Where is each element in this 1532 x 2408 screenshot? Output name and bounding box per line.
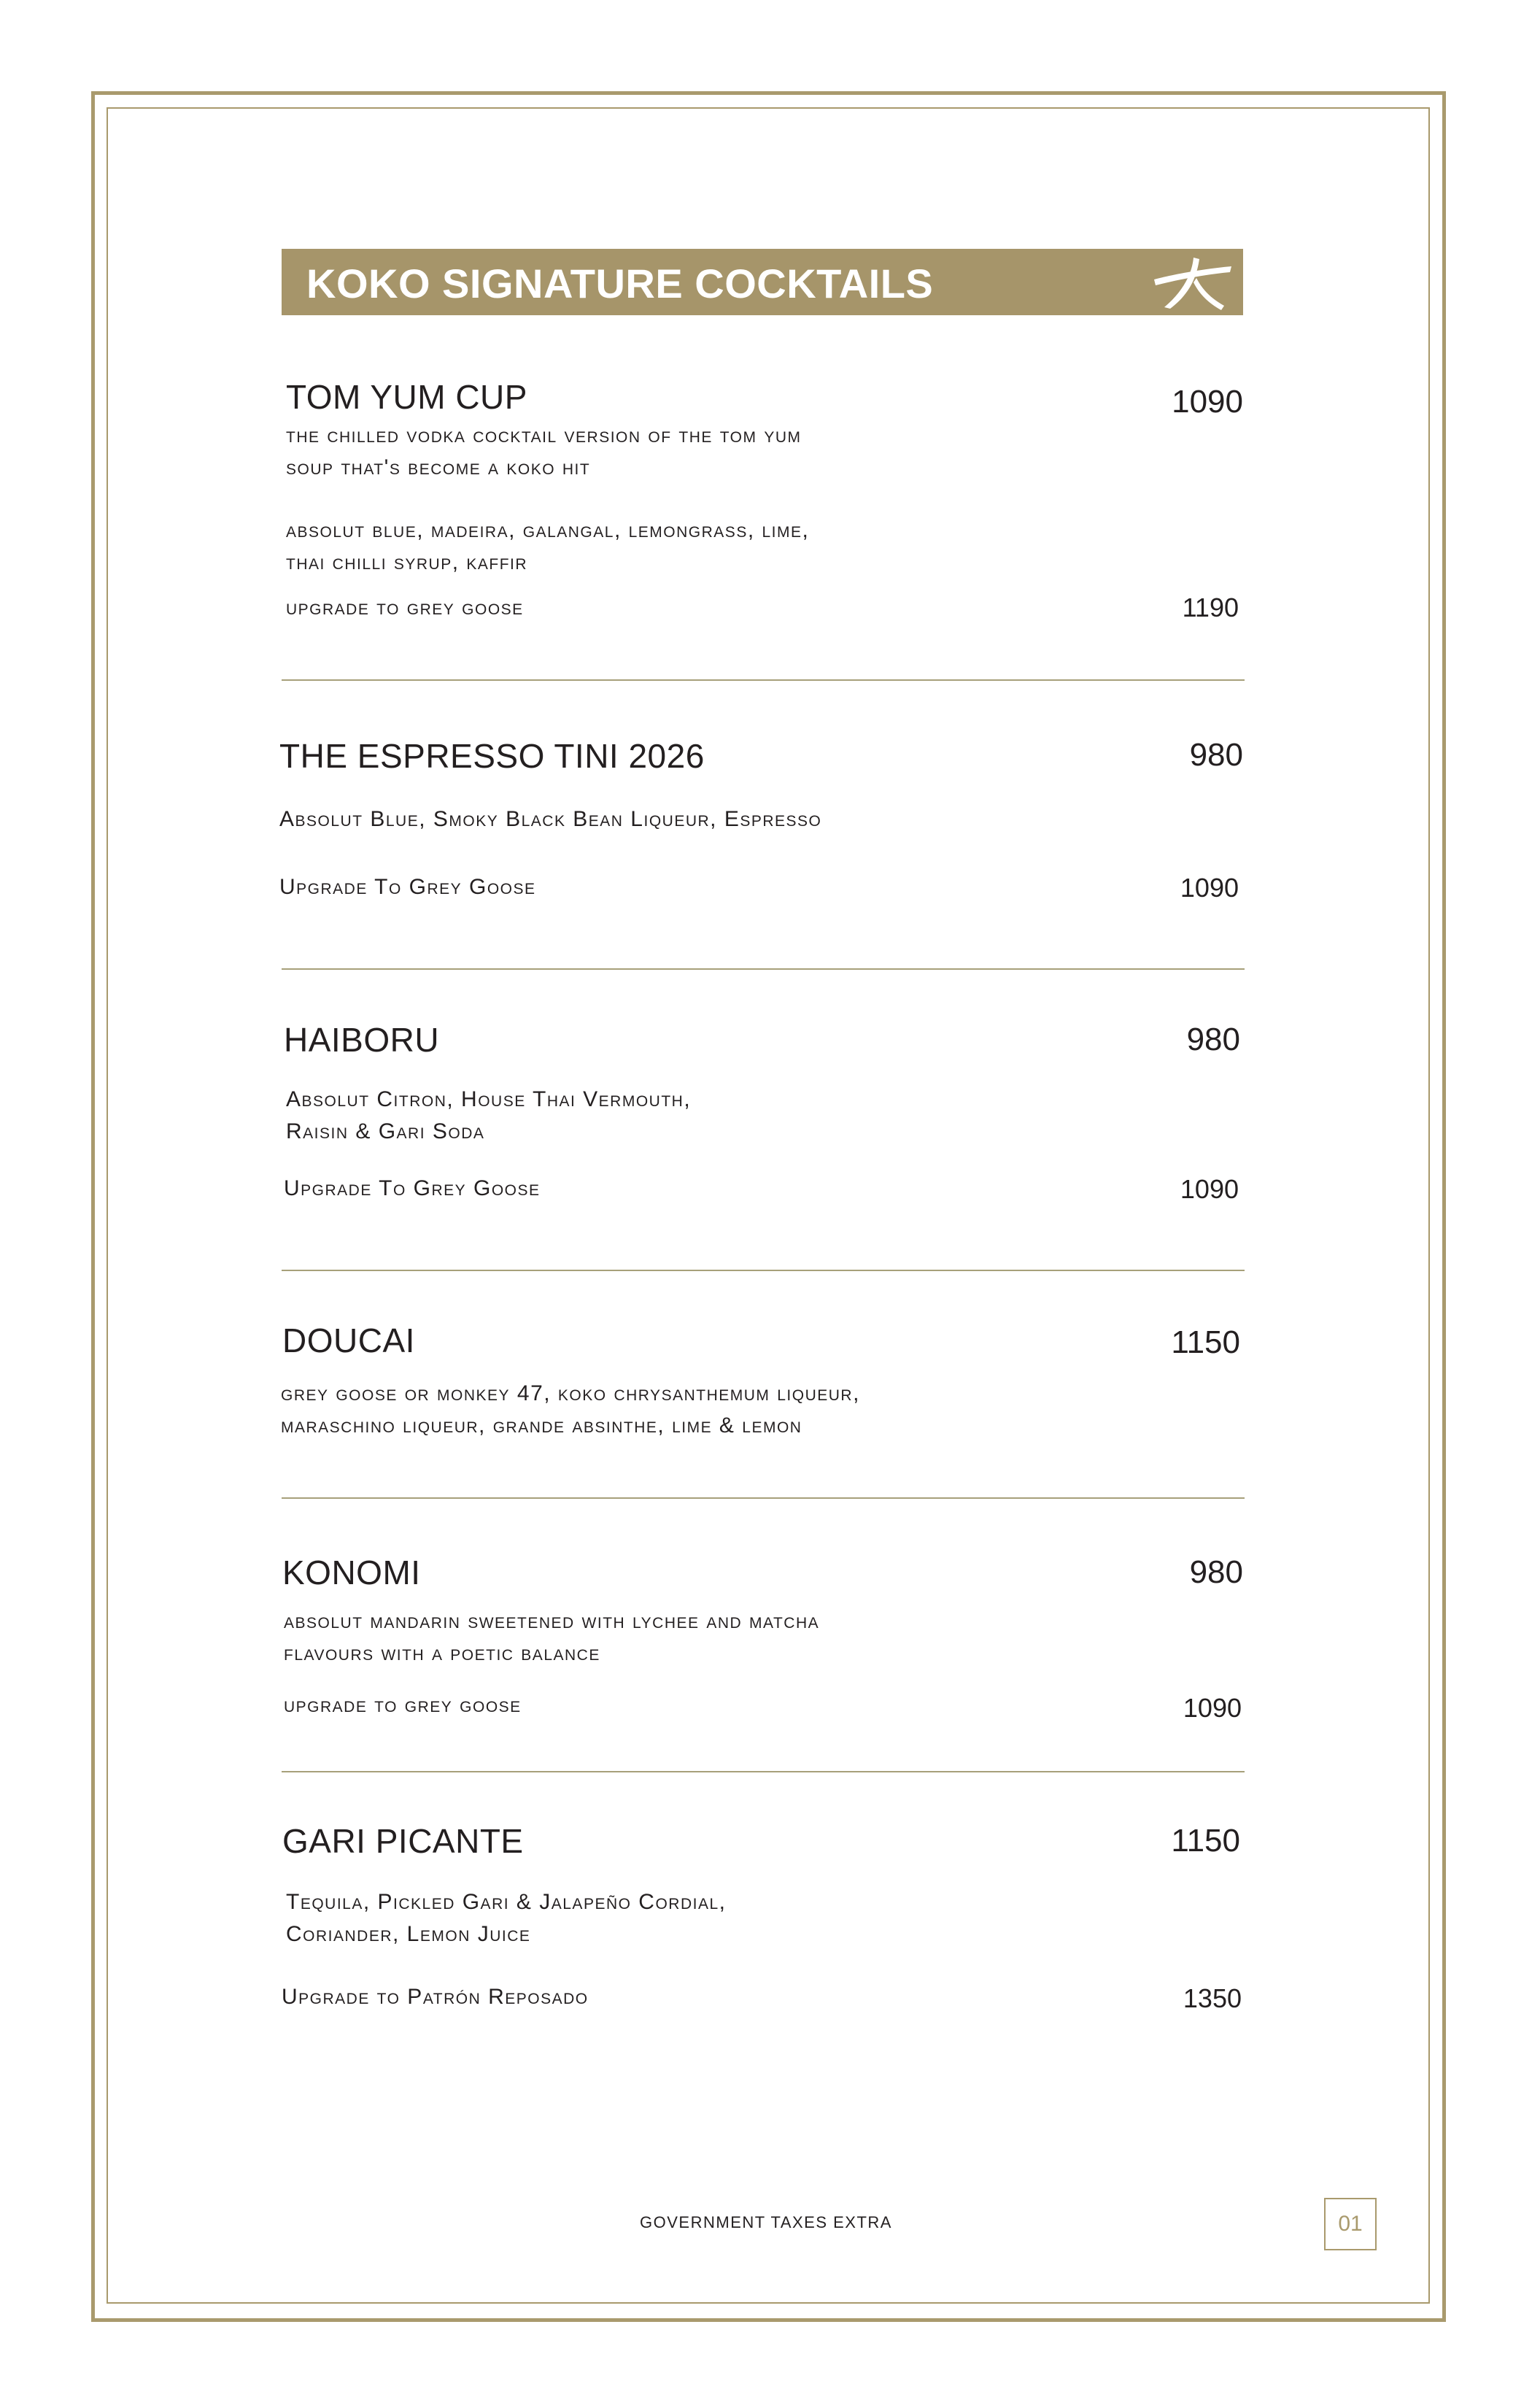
description-line: absolut mandarin sweetened with lychee and matcha: [284, 1609, 820, 1633]
item-ingredients: [281, 1378, 860, 1442]
divider: [282, 1497, 1245, 1499]
upgrade-price: 1190: [1182, 593, 1239, 622]
ingredients-line: Coriander, Lemon Juice: [286, 1922, 531, 1946]
item-name: HAIBORU: [284, 1021, 440, 1059]
upgrade-price: 1090: [1180, 1174, 1239, 1204]
divider: [282, 1771, 1245, 1772]
item-price: 1150: [1171, 1823, 1240, 1859]
item-ingredients: [286, 514, 809, 579]
ingredients-line: grey goose or monkey 47, koko chrysanthemum liqueur,: [281, 1381, 860, 1405]
item-name: KONOMI: [282, 1554, 421, 1591]
item-price: 1090: [1172, 384, 1243, 420]
upgrade-price: 1090: [1180, 873, 1239, 903]
ingredients-line: Absolut Citron, House Thai Vermouth,: [286, 1087, 692, 1111]
description-line: the chilled vodka cocktail version of the tom yum: [286, 423, 802, 447]
kanji-dai-brush-icon: [1148, 253, 1236, 312]
upgrade-price: 1350: [1183, 1983, 1242, 2013]
item-ingredients: [286, 1084, 691, 1148]
item-ingredients: [279, 803, 821, 836]
item-description: [284, 1605, 819, 1670]
ingredients-line: absolut blue, madeira, galangal, lemongrass, lime,: [286, 518, 810, 542]
ingredients-line: thai chilli syrup, kaffir: [286, 550, 528, 574]
divider: [282, 679, 1245, 681]
upgrade-label: upgrade to grey goose: [284, 1693, 522, 1717]
item-description: [286, 420, 801, 484]
divider: [282, 1270, 1245, 1271]
item-price: 980: [1186, 1022, 1240, 1057]
page-number: 01: [1324, 2198, 1377, 2250]
item-price: 1150: [1171, 1324, 1240, 1360]
upgrade-label: Upgrade To Grey Goose: [284, 1176, 541, 1200]
item-name: DOUCAI: [282, 1321, 415, 1359]
description-line: soup that's become a koko hit: [286, 455, 591, 479]
upgrade-price: 1090: [1183, 1693, 1242, 1723]
ingredients-line: Raisin & Gari Soda: [286, 1119, 485, 1143]
item-name: TOM YUM CUP: [286, 378, 527, 416]
item-name: THE ESPRESSO TINI 2026: [279, 737, 705, 775]
item-price: 980: [1189, 1554, 1243, 1590]
tax-note: GOVERNMENT TAXES EXTRA: [640, 2213, 892, 2231]
section-header-banner: [282, 249, 1243, 315]
description-line: flavours with a poetic balance: [284, 1641, 600, 1665]
ingredients-line: Tequila, Pickled Gari & Jalapeño Cordial,: [286, 1890, 727, 1914]
item-price: 980: [1189, 737, 1243, 773]
section-title: KOKO SIGNATURE COCKTAILS: [306, 261, 934, 306]
item-ingredients: [286, 1886, 726, 1950]
divider: [282, 968, 1245, 970]
upgrade-label: Upgrade To Grey Goose: [279, 875, 536, 899]
ingredients-line: Absolut Blue, Smoky Black Bean Liqueur, Espresso: [279, 807, 822, 831]
ingredients-line: maraschino liqueur, grande absinthe, lime & lemon: [281, 1413, 802, 1438]
upgrade-label: upgrade to grey goose: [286, 595, 524, 620]
item-name: GARI PICANTE: [282, 1822, 524, 1860]
upgrade-label: Upgrade to Patrón Reposado: [282, 1985, 589, 2009]
